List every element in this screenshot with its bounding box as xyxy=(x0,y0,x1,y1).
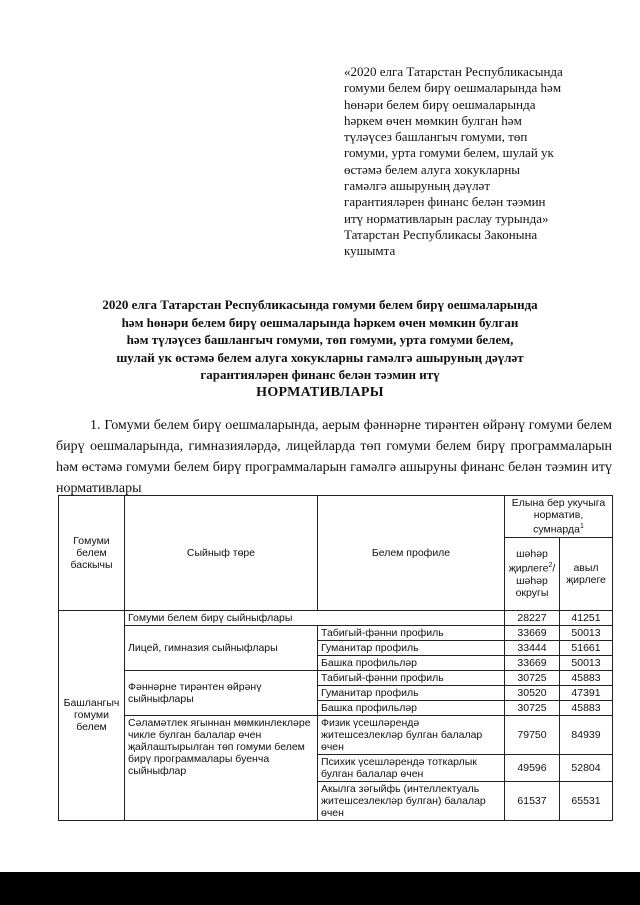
scan-edge-bar xyxy=(0,872,640,905)
rural-value: 45883 xyxy=(560,670,613,685)
appendix-line: өстәмә белем алуга хокукларны xyxy=(344,161,521,177)
header-norm-group-text: Елына бер укучыга норматив, сумнарда xyxy=(511,497,606,536)
rural-value: 45883 xyxy=(560,700,613,715)
header-level: Гомуми белем баскычы xyxy=(59,496,125,611)
urban-value: 33669 xyxy=(505,625,560,640)
urban-value: 30725 xyxy=(505,700,560,715)
title-line: һәм һөнәри белем бирү оешмаларында һәркем өчен мөмкин булган xyxy=(121,314,519,330)
header-urban xyxy=(505,537,560,610)
appendix-line: һөнәри белем бирү оешмаларында xyxy=(344,96,536,112)
profile-cell: Табигый-фәнни профиль xyxy=(318,670,505,685)
appendix-line: түләүсез башлангыч гомуми, төп xyxy=(344,129,528,145)
rural-value: 65531 xyxy=(560,781,613,820)
urban-value: 49596 xyxy=(505,754,560,781)
table-row xyxy=(59,610,613,625)
rural-value: 52804 xyxy=(560,754,613,781)
appendix-line: гамәлгә ашыруның дәүләт xyxy=(344,178,491,194)
urban-value: 30725 xyxy=(505,670,560,685)
appendix-line: кушымта xyxy=(344,243,396,259)
profile-cell: Башка профильләр xyxy=(318,655,505,670)
norms-table xyxy=(58,495,613,821)
rural-value: 51661 xyxy=(560,640,613,655)
rural-value: 50013 xyxy=(560,655,613,670)
urban-value: 79750 xyxy=(505,715,560,754)
title-line: шулай ук өстәмә белем алуга хокукларны гамәлгә ашыруның дәүләт xyxy=(116,349,524,365)
rural-value: 47391 xyxy=(560,685,613,700)
title-heading: НОРМАТИВЛАРЫ xyxy=(256,384,384,400)
class-type-cell: Гомуми белем бирү сыйныфлары xyxy=(125,610,505,625)
rural-value: 41251 xyxy=(560,610,613,625)
appendix-line: һәркем өчен мөмкин булган һәм xyxy=(344,112,522,128)
header-norm-group xyxy=(505,496,613,538)
urban-value: 30520 xyxy=(505,685,560,700)
title-line: 2020 елга Татарстан Республикасында гомуми белем бирү оешмаларында xyxy=(102,297,538,312)
table-row xyxy=(59,715,613,754)
urban-value: 33669 xyxy=(505,655,560,670)
class-type-cell: Лицей, гимназия сыйныфлары xyxy=(125,625,318,670)
urban-value: 33444 xyxy=(505,640,560,655)
profile-cell: Психик үсешләрендә тоткарлык булган балалар өчен xyxy=(318,754,505,781)
appendix-line: итү нормативларын раслау турында» xyxy=(344,210,549,226)
header-class-type: Сыйныф төре xyxy=(125,496,318,611)
urban-value: 28227 xyxy=(505,610,560,625)
class-type-cell: Фәннәрне тирәнтен өйрәнү сыйныфлары xyxy=(125,670,318,715)
footnote-mark: 2 xyxy=(548,562,553,570)
level-cell: Башлангыч гомуми белем xyxy=(59,610,125,820)
title-line: гарантияләрен финанс белән тәэмин итү xyxy=(200,367,440,382)
table-header-row xyxy=(59,496,613,538)
profile-cell: Гуманитар профиль xyxy=(318,685,505,700)
table-row xyxy=(59,625,613,640)
title-line: һәм түләүсез башлангыч гомуми, төп гомуми, урта гомуми белем, xyxy=(126,332,514,347)
profile-cell: Табигый-фәнни профиль xyxy=(318,625,505,640)
header-urban-rest: / шәһәр округы xyxy=(515,562,556,599)
header-rural: авыл җирлеге xyxy=(560,537,613,610)
footnote-mark: 1 xyxy=(579,523,584,530)
profile-cell: Акылга зәгыйфь (интеллектуаль житешсезлекләр булган) балалар өчен xyxy=(318,781,505,820)
class-type-cell: Сәламәтлек ягыннан мөмкинлекләре чикле булган балалар өчен җайлаштырылган төп гомуми белем бирү программалары буенча сыйныфлар xyxy=(125,715,318,820)
appendix-line: гарантияләрен финанс белән тәэмин xyxy=(344,194,546,210)
profile-cell: Гуманитар профиль xyxy=(318,640,505,655)
appendix-note xyxy=(344,64,612,260)
rural-value: 84939 xyxy=(560,715,613,754)
rural-value: 50013 xyxy=(560,625,613,640)
profile-cell: Физик үсешләрендә житешсезлекләр булган балалар өчен xyxy=(318,715,505,754)
appendix-line: гомуми, урта гомуми белем, шулай ук xyxy=(344,145,554,161)
header-profile: Белем профиле xyxy=(318,496,505,611)
appendix-line: Татарстан Республикасы Законына xyxy=(344,226,538,242)
urban-value: 61537 xyxy=(505,781,560,820)
section-paragraph: 1. Гомуми белем бирү оешмаларында, аерым фәннәрне тирәнтен өйрәнү гомуми белем бирү оешмаларында, гимназияләрдә, лицейларда төп гомуми белем бирү программаларын һәм өстәмә гомуми белем бирү программаларын гамәлгә ашыруны финанс белән тәэмин итү нормативлары xyxy=(56,418,612,496)
appendix-line: гомуми белем бирү оешмаларында һәм xyxy=(344,80,562,96)
profile-cell: Башка профильләр xyxy=(318,700,505,715)
table-row xyxy=(59,670,613,685)
appendix-line: «2020 елга Татарстан Республикасында xyxy=(344,64,563,79)
header-urban-text: шәһәр җирлеге xyxy=(508,548,549,575)
document-title xyxy=(50,296,590,401)
